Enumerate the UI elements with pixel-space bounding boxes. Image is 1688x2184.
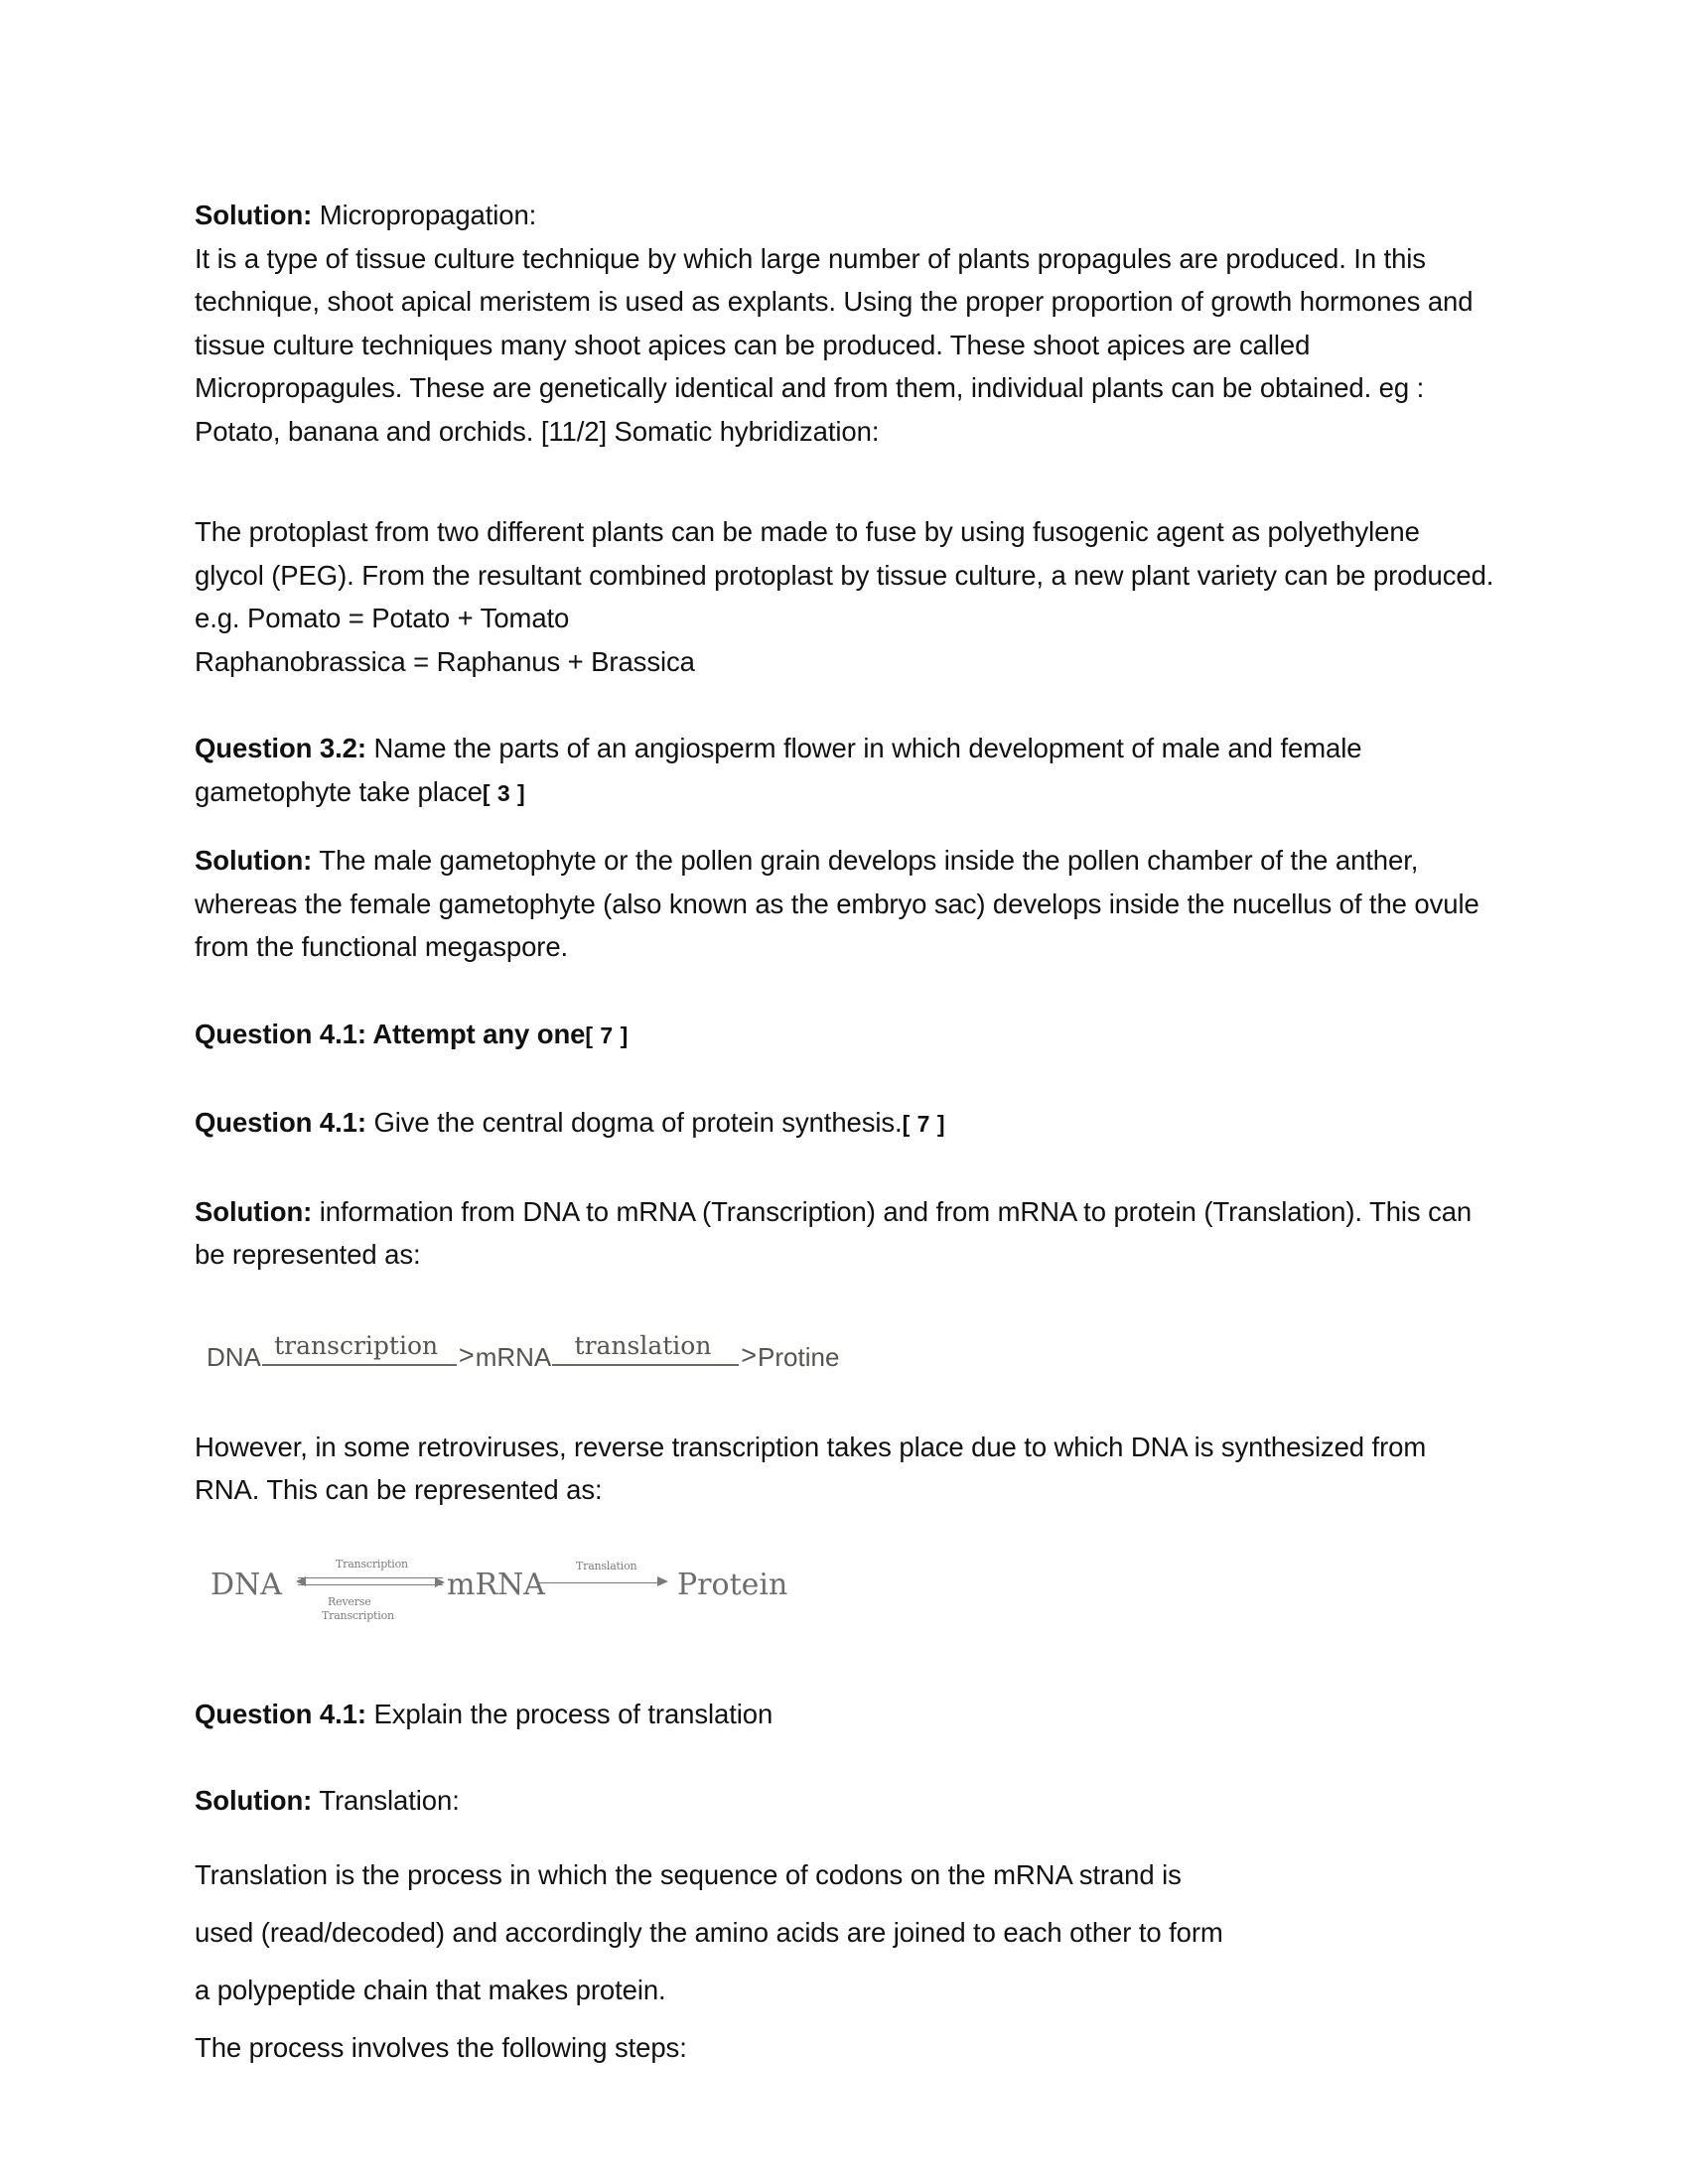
solution-3-2: [195, 839, 1495, 969]
solution-central-dogma: [195, 1190, 1495, 1277]
spacer: [195, 1635, 1495, 1693]
question-4-1-attempt-label: Question 4.1: Attempt any one: [195, 1018, 586, 1049]
diagram-arrow-translation: [552, 1330, 739, 1372]
question-3-2: [195, 727, 1495, 815]
diagram-arrow-transcription: [262, 1330, 457, 1372]
solution-3-2-label: Solution:: [195, 845, 313, 876]
translation-line-2: used (read/decoded) and accordingly the amino acids are joined to each other to form: [195, 1916, 1223, 1948]
micropropagation-body: It is a type of tissue culture technique by which large number of plants propagules are produced. In this technique, shoot apical meristem is used as explants. Using the proper proportion of growth hormones and tissue culture techniques many shoot apices can be produced. These shoot apices are called Micropropagules. These are genetically identical and from them, individual plants can be obtained. eg : Potato, banana and orchids. [11/2] Somatic hybridization:: [195, 242, 1474, 447]
question-4-1-attempt: [195, 1013, 1495, 1058]
spacer: [195, 1823, 1495, 1846]
diagram-arrow-translation-line: [552, 1364, 739, 1366]
diagram2-arrowhead-translation: [657, 1576, 668, 1586]
question-4-1-translation: [195, 1693, 1495, 1736]
solution-micropropagation-heading: [195, 194, 1495, 237]
question-4-1-central-dogma-label: Question 4.1:: [195, 1107, 366, 1138]
spacer: [195, 1735, 1495, 1779]
solution-micropropagation-title: Micropropagation:: [312, 200, 537, 230]
translation-line-3: a polypeptide chain that makes protein.: [195, 1974, 666, 2005]
spacer: [195, 1057, 1495, 1101]
question-4-1-central-dogma: [195, 1101, 1495, 1147]
diagram2-label-reverse-transcription: Transcription: [322, 1608, 394, 1622]
translation-line-4: The process involves the following steps:: [195, 2031, 687, 2063]
diagram-arrowhead-1: >: [458, 1339, 475, 1370]
diagram-arrowhead-2: >: [741, 1339, 758, 1370]
reverse-transcription-body: However, in some retroviruses, reverse transcription takes place due to which DNA is synthesized from RNA. This can be represented as:: [195, 1431, 1427, 1505]
diagram-node-dna: DNA: [207, 1341, 261, 1372]
question-3-2-label: Question 3.2:: [195, 733, 366, 763]
central-dogma-diagram: [207, 1310, 1495, 1372]
example-pomato: e.g. Pomato = Potato + Tomato: [195, 603, 570, 633]
translation-line-1: Translation is the process in which the sequence of codons on the mRNA strand is: [195, 1858, 1182, 1890]
diagram2-label-reverse: Reverse: [328, 1594, 371, 1608]
diagram-arrow-translation-label: translation: [574, 1330, 712, 1360]
reverse-transcription-diagram: [211, 1542, 788, 1627]
question-4-1-translation-label: Question 4.1:: [195, 1698, 366, 1729]
spacer: [195, 1147, 1495, 1190]
solution-translation-title: Translation:: [312, 1785, 460, 1816]
diagram2-node-dna: DNA: [211, 1567, 282, 1602]
diagram2-arrowhead-right: [435, 1577, 445, 1587]
diagram-node-protine: Protine: [758, 1341, 840, 1372]
diagram2-label-transcription: Transcription: [336, 1557, 408, 1570]
diagram-arrow-transcription-label: transcription: [274, 1330, 439, 1360]
question-4-1-attempt-marks: [ 7 ]: [585, 1022, 629, 1048]
diagram2-arrowhead-left: [296, 1576, 306, 1586]
diagram2-double-arrow-line: [298, 1577, 443, 1587]
question-3-2-text: Name the parts of an angiosperm flower in which development of male and female gametophyte take place: [195, 733, 1362, 807]
diagram2-label-translation: Translation: [576, 1559, 637, 1572]
example-raphanobrassica: Raphanobrassica = Raphanus + Brassica: [195, 645, 695, 677]
question-3-2-marks: [ 3 ]: [482, 779, 526, 806]
question-4-1-central-dogma-text: Give the central dogma of protein synthesis.: [365, 1107, 903, 1138]
spacer: [195, 1382, 1495, 1426]
solution-translation-heading: [195, 1779, 1495, 1823]
spacer: [195, 815, 1495, 839]
question-4-1-central-dogma-marks: [ 7 ]: [902, 1111, 945, 1137]
diagram-node-mrna: mRNA: [475, 1341, 552, 1372]
solution-translation-label: Solution:: [195, 1785, 313, 1816]
solution-central-dogma-label: Solution:: [195, 1195, 313, 1227]
solution-label: Solution:: [195, 200, 313, 230]
spacer: [195, 969, 1495, 1013]
document-content: [195, 194, 1495, 2077]
somatic-hybridization-body: The protoplast from two different plants can be made to fuse by using fusogenic agent as polyethylene glycol (PEG). From the resultant combined protoplast by tissue culture, a new plant variety can be produced.: [195, 516, 1494, 591]
solution-3-2-text: The male gametophyte or the pollen grain develops inside the pollen chamber of the anther, whereas the female gametophyte (also known as the embryo sac) develops inside the nucellus of the ovule from the functional megaspore.: [195, 845, 1479, 962]
spacer: [195, 453, 1495, 510]
question-4-1-translation-text: Explain the process of translation: [365, 1698, 774, 1729]
diagram2-node-mrna: mRNA: [447, 1567, 545, 1602]
solution-central-dogma-text: information from DNA to mRNA (Transcription) and from mRNA to protein (Translation). This can be represented as:: [195, 1195, 1473, 1270]
diagram-arrow-transcription-line: [262, 1364, 457, 1366]
diagram2-node-protein: Protein: [677, 1567, 788, 1602]
diagram2-single-arrow-line: [538, 1582, 661, 1583]
spacer: [195, 683, 1495, 727]
